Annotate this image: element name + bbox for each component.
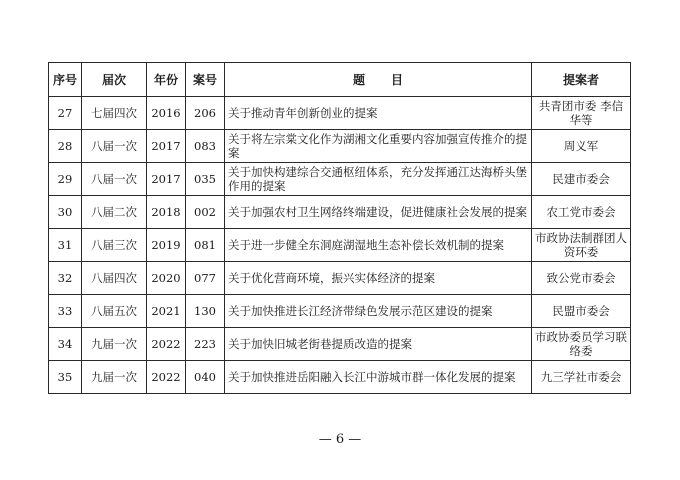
cell-case-no: 083 — [186, 130, 225, 163]
cell-title: 关于加快推进岳阳融入长江中游城市群一体化发展的提案 — [225, 361, 532, 394]
cell-seq: 35 — [49, 361, 82, 394]
cell-year: 2019 — [147, 229, 186, 262]
cell-session: 八届二次 — [82, 196, 147, 229]
cell-title: 关于推动青年创新创业的提案 — [225, 97, 532, 130]
cell-session: 八届四次 — [82, 262, 147, 295]
table-row — [49, 328, 631, 361]
cell-year: 2017 — [147, 163, 186, 196]
cell-year: 2021 — [147, 295, 186, 328]
cell-case-no: 130 — [186, 295, 225, 328]
cell-proposer: 九三学社市委会 — [532, 361, 631, 394]
cell-case-no: 081 — [186, 229, 225, 262]
cell-year: 2018 — [147, 196, 186, 229]
cell-title: 关于加快构建综合交通枢纽体系，充分发挥通江达海桥头堡作用的提案 — [225, 163, 532, 196]
cell-year: 2016 — [147, 97, 186, 130]
header-title-right: 目 — [391, 72, 404, 87]
cell-title: 关于优化营商环境，振兴实体经济的提案 — [225, 262, 532, 295]
page-number: — 6 — — [318, 432, 362, 447]
table-row — [49, 163, 631, 196]
cell-case-no: 077 — [186, 262, 225, 295]
header-case-no: 案号 — [186, 63, 225, 97]
cell-year: 2020 — [147, 262, 186, 295]
cell-proposer: 市政协委员学习联络委 — [532, 328, 631, 361]
proposals-table — [48, 62, 631, 394]
cell-proposer: 民建市委会 — [532, 163, 631, 196]
cell-title: 关于进一步健全东洞庭湖湿地生态补偿长效机制的提案 — [225, 229, 532, 262]
cell-case-no: 002 — [186, 196, 225, 229]
cell-year: 2017 — [147, 130, 186, 163]
table-row — [49, 130, 631, 163]
cell-session: 八届一次 — [82, 130, 147, 163]
cell-seq: 29 — [49, 163, 82, 196]
table-row — [49, 262, 631, 295]
table-row — [49, 97, 631, 130]
cell-title: 关于加快旧城老街巷提质改造的提案 — [225, 328, 532, 361]
cell-seq: 28 — [49, 130, 82, 163]
table-row — [49, 361, 631, 394]
cell-case-no: 223 — [186, 328, 225, 361]
cell-seq: 33 — [49, 295, 82, 328]
header-title-left: 题 — [352, 72, 365, 87]
cell-seq: 34 — [49, 328, 82, 361]
cell-seq: 32 — [49, 262, 82, 295]
cell-proposer: 共青团市委 李信华等 — [532, 97, 631, 130]
cell-year: 2022 — [147, 361, 186, 394]
header-proposer: 提案者 — [532, 63, 631, 97]
cell-case-no: 035 — [186, 163, 225, 196]
cell-session: 七届四次 — [82, 97, 147, 130]
table-row — [49, 196, 631, 229]
table-header-row — [49, 63, 631, 97]
cell-proposer: 市政协法制群团人资环委 — [532, 229, 631, 262]
table-row — [49, 295, 631, 328]
cell-seq: 31 — [49, 229, 82, 262]
cell-seq: 30 — [49, 196, 82, 229]
cell-session: 八届五次 — [82, 295, 147, 328]
cell-session: 八届三次 — [82, 229, 147, 262]
table-row — [49, 229, 631, 262]
header-seq: 序号 — [49, 63, 82, 97]
cell-case-no: 206 — [186, 97, 225, 130]
header-year: 年份 — [147, 63, 186, 97]
cell-session: 八届一次 — [82, 163, 147, 196]
cell-title: 关于加强农村卫生网络终端建设，促进健康社会发展的提案 — [225, 196, 532, 229]
table-body — [49, 97, 631, 394]
cell-session: 九届一次 — [82, 328, 147, 361]
cell-title: 关于加快推进长江经济带绿色发展示范区建设的提案 — [225, 295, 532, 328]
cell-proposer: 民盟市委会 — [532, 295, 631, 328]
cell-proposer: 农工党市委会 — [532, 196, 631, 229]
cell-proposer: 致公党市委会 — [532, 262, 631, 295]
header-title — [225, 63, 532, 97]
cell-session: 九届一次 — [82, 361, 147, 394]
header-session: 届次 — [82, 63, 147, 97]
cell-case-no: 040 — [186, 361, 225, 394]
cell-year: 2022 — [147, 328, 186, 361]
cell-seq: 27 — [49, 97, 82, 130]
cell-proposer: 周义军 — [532, 130, 631, 163]
cell-title: 关于将左宗棠文化作为湖湘文化重要内容加强宣传推介的提案 — [225, 130, 532, 163]
